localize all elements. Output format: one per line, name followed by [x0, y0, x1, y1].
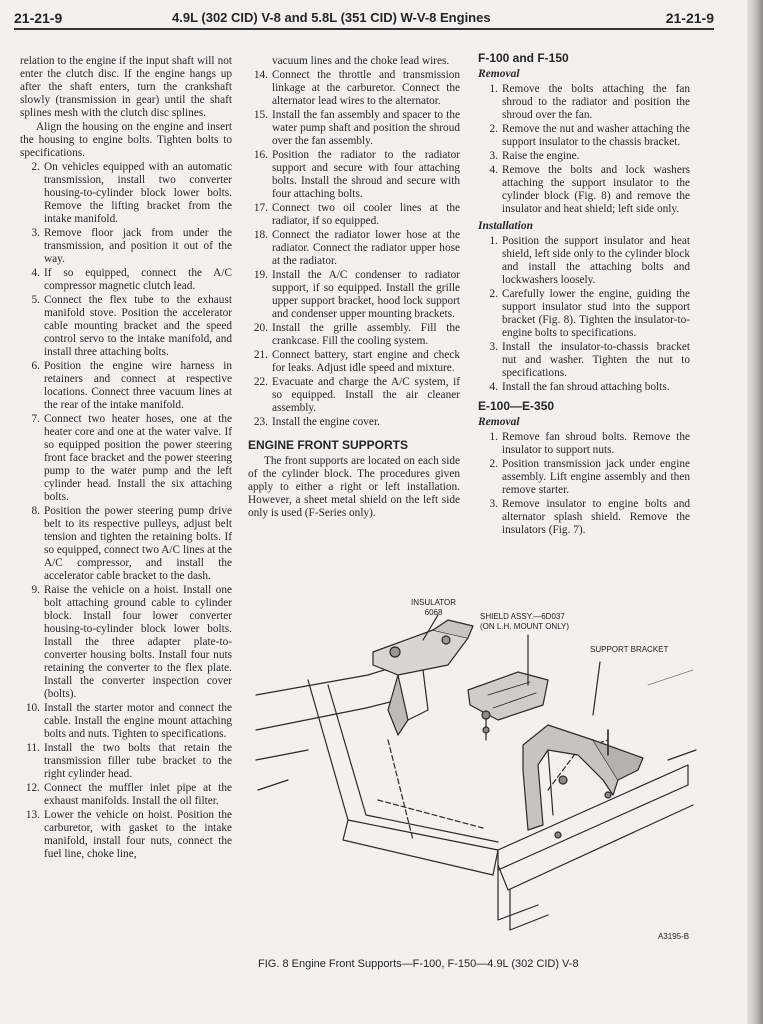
figure-caption: FIG. 8 Engine Front Supports—F-100, F-150—4.9L (302 CID) V-8	[258, 958, 579, 970]
label-shield-assembly: SHIELD ASSY.—6D037 (ON L.H. MOUNT ONLY)	[480, 612, 570, 631]
list-item: 15. Install the fan assembly and spacer to the water pump shaft and position the shroud over the fan assembly.	[253, 109, 460, 147]
list-item: 14. Connect the throttle and transmission linkage at the carburetor. Connect the alternator lead wires to the alternator.	[253, 69, 460, 107]
binding-edge	[747, 0, 763, 1024]
installation-label: Installation	[478, 220, 533, 232]
list-item: 22. Evacuate and charge the A/C system, if so equipped. Install the air cleaner assembly.	[253, 376, 460, 414]
installation-list	[478, 235, 690, 394]
list-item: 7. Connect two heater hoses, one at the heater core and one at the water valve. If so equipped position the power steering front face bracket and the power steering pump to the water pump and the left cylinder head. Install the six attaching bolts.	[31, 413, 232, 503]
list-item: 4. If so equipped, connect the A/C compressor magnetic clutch lead.	[31, 267, 232, 292]
list-item: 19. Install the A/C condenser to radiator support, if so equipped. Install the grille upper support bracket, hood lock support and condenser upper mounting brackets.	[253, 269, 460, 320]
list-item: 12. Connect the muffler inlet pipe at the exhaust manifolds. Install the oil filter.	[25, 782, 232, 807]
list-item: 3. Remove insulator to engine bolts and alternator splash shield. Remove the insulators (Fig. 7).	[489, 498, 690, 536]
list-item: 3. Raise the engine.	[489, 150, 580, 162]
align-paragraph: Align the housing on the engine and insert the housing to engine bolts. Tighten bolts to specifications.	[20, 121, 232, 159]
list-item: 20. Install the grille assembly. Fill the crankcase. Fill the cooling system.	[253, 322, 460, 347]
removal-list	[478, 83, 690, 216]
list-item: 5. Connect the flex tube to the exhaust manifold stove. Position the accelerator cable mounting bracket and the speed control servo to the intake manifold, and install three attaching bolts.	[31, 294, 232, 358]
label-support-bracket: SUPPORT BRACKET	[590, 645, 669, 654]
step-list-middle	[248, 69, 460, 429]
column-right	[478, 51, 690, 538]
list-item: 2. On vehicles equipped with an automatic transmission, install two converter housing-to-cylinder block lower bolts. Remove the lifting bracket from the intake manifold.	[31, 161, 232, 225]
list-item: 3. Install the insulator-to-chassis bracket nut and washer. Tighten the nut to specifications.	[489, 341, 690, 379]
continued-paragraph: vacuum lines and the choke lead wires.	[272, 55, 450, 67]
list-item: 4. Install the fan shroud attaching bolts.	[489, 381, 670, 393]
figure-reference-code: A3195-B	[658, 932, 690, 941]
removal-label-e100: Removal	[478, 416, 520, 428]
list-item: 16. Position the radiator to the radiator support and secure with four attaching bolts. Install the shroud and secure with four attaching bolts.	[253, 149, 460, 200]
list-item: 10. Install the starter motor and connect the cable. Install the engine mount attaching bolts and nuts. Tighten to specifications.	[25, 702, 232, 740]
running-title: 4.9L (302 CID) V-8 and 5.8L (351 CID) W-V-8 Engines	[172, 10, 491, 25]
step-list-left	[20, 161, 232, 861]
column-middle	[248, 55, 460, 521]
list-item: 8. Position the power steering pump drive belt to its respective pulleys, adjust belt tension and tighten the retaining bolts. If so equipped, connect two A/C lines at the A/C compressor, and install the accelerator cable bracket to the dash.	[31, 505, 232, 582]
list-item: 1. Remove the bolts attaching the fan shroud to the radiator and position the shroud over the fan.	[489, 83, 690, 121]
list-item: 1. Position the support insulator and heat shield, left side only to the cylinder block and install the attaching bolts and lockwashers loosely.	[489, 235, 690, 286]
continued-paragraph: relation to the engine if the input shaft will not enter the clutch disc. If the engine hangs up after the shaft enters, turn the crankshaft slowly (transmission in gear) until the shaft splines mesh with the clutch disc splines.	[20, 55, 232, 119]
list-item: 13. Lower the vehicle on hoist. Position the carburetor, with gasket to the intake manifold, install four nuts, connect the fuel line, choke line,	[25, 809, 232, 860]
list-item: 9. Raise the vehicle on a hoist. Install one bolt attaching ground cable to cylinder block. Install four lower converter housing-to-cylinder block lower bolts. Install the three adapter plate-to-converter housing bolts. Install four nuts retaining the converter to the flex plate. Install the converter inspection cover (bolts).	[31, 584, 232, 700]
list-item: 2. Remove the nut and washer attaching the support insulator to the chassis bracket.	[489, 123, 690, 148]
subsection-heading-f100: F-100 and F-150	[478, 51, 569, 65]
list-item: 4. Remove the bolts and lock washers attaching the support insulator to the cylinder block (Fig. 8) and remove the insulator and heat shield; left side only.	[489, 164, 690, 215]
column-left	[20, 55, 232, 862]
page-header	[14, 8, 714, 30]
removal-label: Removal	[478, 68, 520, 80]
list-item: 18. Connect the radiator lower hose at the radiator. Connect the radiator upper hose at the radiator.	[253, 229, 460, 267]
list-item: 23. Install the engine cover.	[253, 416, 380, 428]
list-item: 2. Carefully lower the engine, guiding the support insulator stud into the support bracket (Fig. 8). Tighten the insulator-to-engine bolts to specifications.	[489, 288, 690, 339]
page-number-right: 21-21-9	[665, 10, 714, 26]
list-item: 17. Connect two oil cooler lines at the radiator, if so equipped.	[253, 202, 460, 227]
list-item: 3. Remove floor jack from under the transmission, and position it out of the way.	[31, 227, 232, 265]
section-heading: ENGINE FRONT SUPPORTS	[248, 438, 409, 452]
subsection-heading-e100: E-100—E-350	[478, 399, 555, 413]
page-number-left: 21-21-9	[14, 10, 63, 26]
list-item: 6. Position the engine wire harness in retainers and connect at respective locations. Connect three vacuum lines at the rear of the intake manifold.	[31, 360, 232, 411]
list-item: 21. Connect battery, start engine and check for leaks. Adjust idle speed and mixture.	[253, 349, 460, 374]
list-item: 1. Remove fan shroud bolts. Remove the insulator to support nuts.	[489, 431, 690, 456]
list-item: 2. Position transmission jack under engine assembly. Lift engine assembly and then remove starter.	[489, 458, 690, 496]
figure-engine-front-supports	[248, 590, 700, 955]
removal-list-e100	[478, 431, 690, 537]
label-insulator: INSULATOR 6068	[411, 598, 457, 617]
list-item: 11. Install the two bolts that retain the transmission filler tube bracket to the right cylinder head.	[26, 742, 232, 780]
section-paragraph: The front supports are located on each side of the cylinder block. The procedures given apply to either a right or left installation. However, a sheet metal shield on the left side only is used (F-Series only).	[248, 455, 460, 519]
